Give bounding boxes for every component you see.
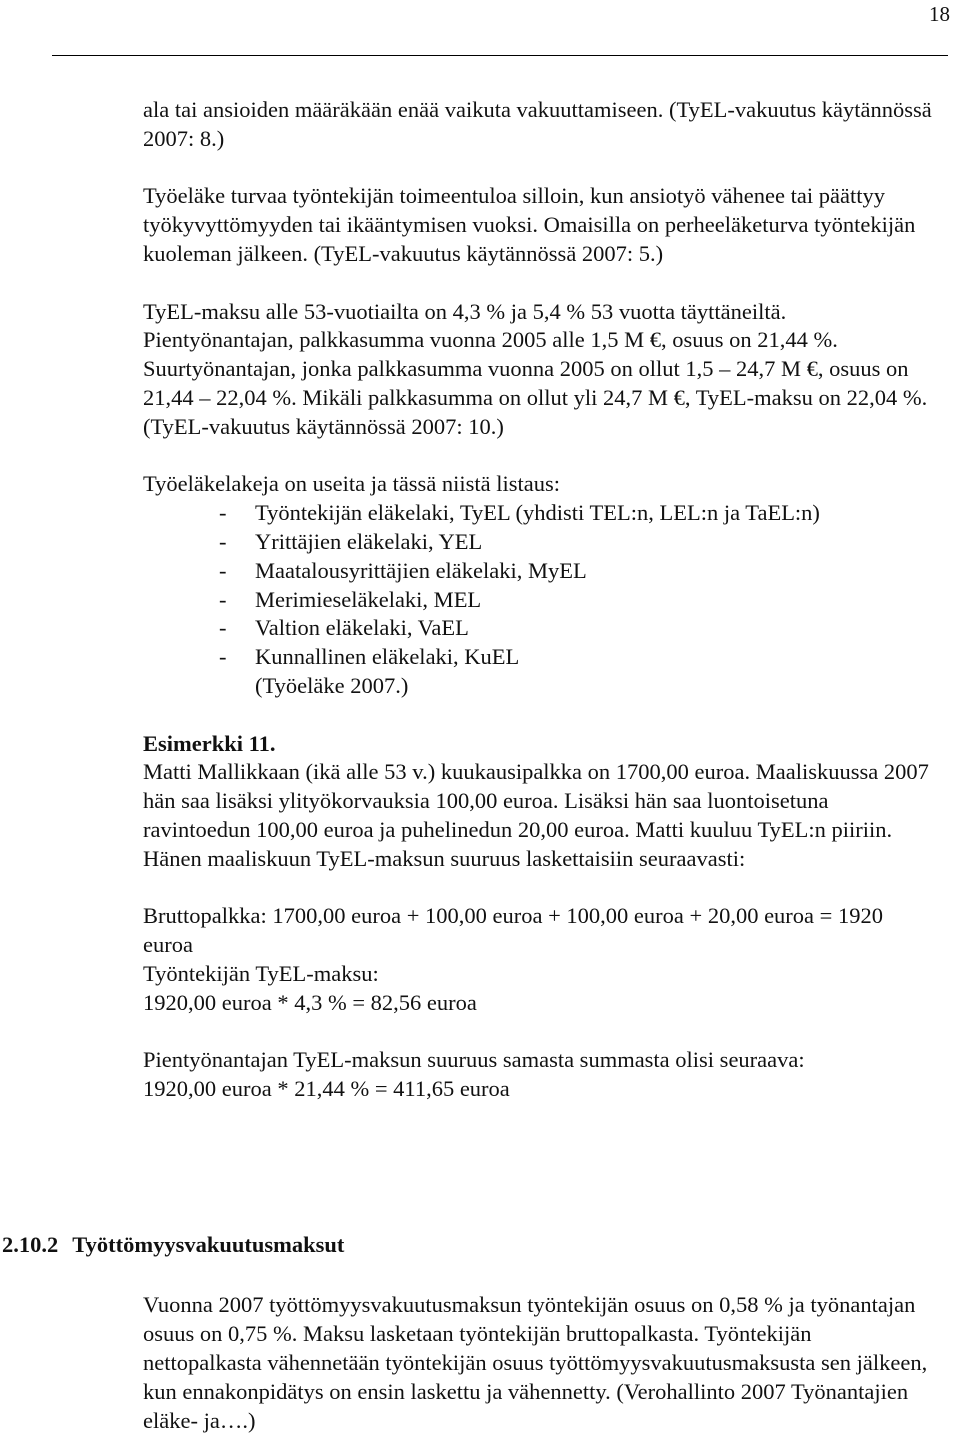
employee-fee-calc: 1920,00 euroa * 4,3 % = 82,56 euroa xyxy=(143,989,477,1015)
paragraph: ala tai ansioiden määräkään enää vaikuta vakuuttamiseen. (TyEL-vakuutus käytännössä 2007: 8.) xyxy=(143,97,932,151)
list-item: - Maatalousyrittäjien eläkelaki, MyEL xyxy=(255,557,933,586)
body-text xyxy=(143,96,933,1104)
employee-fee-label: Työntekijän TyEL-maksu: xyxy=(143,960,379,986)
laws-source: (Työeläke 2007.) xyxy=(255,672,409,698)
paragraph: Työeläke turvaa työntekijän toimeentuloa silloin, kun ansiotyö vähenee tai päättyy työkyvyttömyyden tai ikääntymisen vuoksi. Omaisilla on perheeläketurva työntekijän kuoleman jälkeen. (TyEL-vakuutus käytännössä 2007: 5.) xyxy=(143,183,916,266)
section-heading xyxy=(2,1232,344,1258)
list-item: - Valtion eläkelaki, VaEL xyxy=(255,614,933,643)
list-item: - Yrittäjien eläkelaki, YEL xyxy=(255,528,933,557)
header-rule xyxy=(52,55,948,56)
page-number: 18 xyxy=(929,2,950,26)
paragraph: Vuonna 2007 työttömyysvakuutusmaksun työntekijän osuus on 0,58 % ja työnantajan osuus on 0,75 %. Maksu lasketaan työntekijän bruttopalkasta. Työntekijän nettopalkasta vähennetään työntekijän osuus työttömyysvakuutusmaksusta sen jälkeen, kun ennakonpidätys on ensin laskettu ja vähennetty. (Verohallinto 2007 Työnantajien eläke- ja….) xyxy=(143,1292,928,1433)
employer-fee-calc: 1920,00 euroa * 21,44 % = 411,65 euroa xyxy=(143,1076,510,1102)
example-text: Matti Mallikkaan (ikä alle 53 v.) kuukausipalkka on 1700,00 euroa. Maaliskuussa 2007 hän saa lisäksi ylityökorvauksia 100,00 euroa. Lisäksi hän saa luontoisetuna ravintoedun 100,00 euroa ja puhelinedun 20,00 euroa. Matti kuuluu TyEL:n piiriin. Hänen maaliskuun TyEL-maksun suuruus laskettaisiin seuraavasti: xyxy=(143,759,929,871)
employer-fee-label: Pientyönantajan TyEL-maksun suuruus samasta summasta olisi seuraava: xyxy=(143,1047,805,1073)
list-item: - Merimieseläkelaki, MEL xyxy=(255,586,933,615)
section-body xyxy=(143,1290,933,1435)
section-number: 2.10.2 xyxy=(2,1232,59,1257)
section-title: Työttömyysvakuutusmaksut xyxy=(72,1232,345,1257)
laws-list xyxy=(143,499,933,672)
gross-salary-line: Bruttopalkka: 1700,00 euroa + 100,00 euroa + 100,00 euroa + 20,00 euroa = 1920 euroa xyxy=(143,903,883,958)
example-title: Esimerkki 11. xyxy=(143,730,276,756)
list-item: - Kunnallinen eläkelaki, KuEL xyxy=(255,643,933,672)
laws-intro: Työeläkelakeja on useita ja tässä niistä listaus: xyxy=(143,471,561,497)
paragraph: TyEL-maksu alle 53-vuotiailta on 4,3 % ja 5,4 % 53 vuotta täyttäneiltä. Pientyönantajan, palkkasumma vuonna 2005 alle 1,5 M €, osuus on 21,44 %. Suurtyönantajan, jonka palkkasumma vuonna 2005 on ollut 1,5 – 24,7 M €, osuus on 21,44 – 22,04 %. Mikäli palkkasumma on ollut yli 24,7 M €, TyEL-maksu on 22,04 %. (TyEL-vakuutus käytännössä 2007: 10.) xyxy=(143,298,928,439)
list-item: - Työntekijän eläkelaki, TyEL (yhdisti TEL:n, LEL:n ja TaEL:n) xyxy=(255,499,933,528)
